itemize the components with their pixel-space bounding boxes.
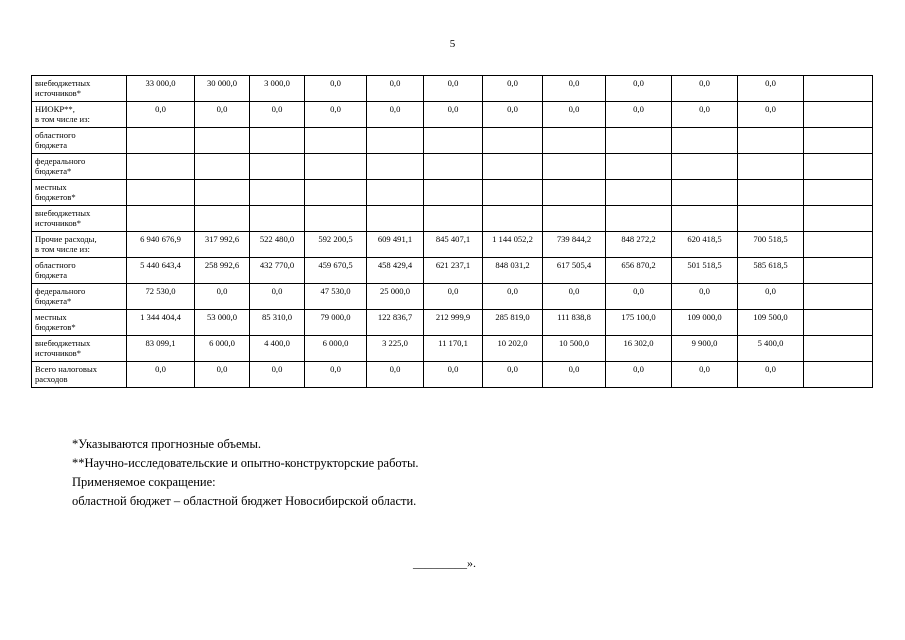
- value-cell: 16 302,0: [606, 336, 672, 362]
- value-cell: 10 500,0: [543, 336, 606, 362]
- value-cell: 0,0: [606, 76, 672, 102]
- row-label-line: бюджетов*: [35, 322, 76, 332]
- value-cell: 3 225,0: [367, 336, 424, 362]
- value-cell: [424, 154, 483, 180]
- value-cell: [804, 76, 873, 102]
- value-cell: [804, 258, 873, 284]
- value-cell: 0,0: [606, 284, 672, 310]
- row-label-line: источников*: [35, 348, 82, 358]
- row-label-line: бюджета: [35, 140, 68, 150]
- value-cell: 11 170,1: [424, 336, 483, 362]
- row-label-line: бюджета*: [35, 296, 72, 306]
- row-label-line: федерального: [35, 156, 86, 166]
- row-label-line: бюджета: [35, 270, 68, 280]
- row-label-cell: [32, 258, 127, 284]
- value-cell: 6 000,0: [305, 336, 367, 362]
- row-label-cell: [32, 232, 127, 258]
- value-cell: [672, 128, 738, 154]
- value-cell: 0,0: [195, 362, 250, 388]
- value-cell: 0,0: [483, 76, 543, 102]
- row-label-cell: [32, 128, 127, 154]
- row-label-cell: [32, 284, 127, 310]
- value-cell: 845 407,1: [424, 232, 483, 258]
- value-cell: [672, 206, 738, 232]
- value-cell: 621 237,1: [424, 258, 483, 284]
- value-cell: [424, 206, 483, 232]
- value-cell: 1 344 404,4: [127, 310, 195, 336]
- value-cell: [606, 128, 672, 154]
- value-cell: 501 518,5: [672, 258, 738, 284]
- value-cell: 111 838,8: [543, 310, 606, 336]
- value-cell: 522 480,0: [250, 232, 305, 258]
- value-cell: [738, 180, 804, 206]
- value-cell: 0,0: [127, 362, 195, 388]
- value-cell: 0,0: [305, 102, 367, 128]
- value-cell: 0,0: [483, 102, 543, 128]
- value-cell: 0,0: [127, 102, 195, 128]
- value-cell: [804, 310, 873, 336]
- value-cell: [127, 154, 195, 180]
- row-label-line: в том числе из:: [35, 114, 90, 124]
- row-label-line: федерального: [35, 286, 86, 296]
- value-cell: 109 000,0: [672, 310, 738, 336]
- value-cell: 0,0: [305, 76, 367, 102]
- value-cell: [483, 206, 543, 232]
- value-cell: 585 618,5: [738, 258, 804, 284]
- footnote-forecast: *Указываются прогнозные объемы.: [72, 437, 261, 451]
- table-row: [32, 258, 873, 284]
- value-cell: [483, 128, 543, 154]
- value-cell: 6 940 676,9: [127, 232, 195, 258]
- value-cell: 0,0: [250, 284, 305, 310]
- value-cell: 53 000,0: [195, 310, 250, 336]
- value-cell: [367, 206, 424, 232]
- value-cell: 0,0: [738, 76, 804, 102]
- value-cell: 47 530,0: [305, 284, 367, 310]
- value-cell: 0,0: [305, 362, 367, 388]
- value-cell: 9 900,0: [672, 336, 738, 362]
- value-cell: 0,0: [672, 102, 738, 128]
- value-cell: 5 400,0: [738, 336, 804, 362]
- closing-mark: _________».: [413, 556, 476, 570]
- value-cell: 459 670,5: [305, 258, 367, 284]
- value-cell: [424, 128, 483, 154]
- value-cell: 33 000,0: [127, 76, 195, 102]
- value-cell: [127, 128, 195, 154]
- value-cell: [483, 154, 543, 180]
- value-cell: 10 202,0: [483, 336, 543, 362]
- value-cell: 0,0: [424, 284, 483, 310]
- abbreviation-heading: Применяемое сокращение:: [72, 475, 216, 489]
- value-cell: 0,0: [543, 284, 606, 310]
- value-cell: 317 992,6: [195, 232, 250, 258]
- value-cell: 739 844,2: [543, 232, 606, 258]
- row-label-line: местных: [35, 312, 67, 322]
- value-cell: 0,0: [367, 102, 424, 128]
- footnotes: [72, 435, 419, 511]
- row-label-cell: [32, 336, 127, 362]
- value-cell: 0,0: [672, 76, 738, 102]
- value-cell: [738, 206, 804, 232]
- row-label-line: внебюджетных: [35, 78, 91, 88]
- value-cell: [606, 154, 672, 180]
- value-cell: [804, 362, 873, 388]
- table-row: [32, 206, 873, 232]
- value-cell: 30 000,0: [195, 76, 250, 102]
- value-cell: [606, 180, 672, 206]
- value-cell: [804, 232, 873, 258]
- value-cell: [250, 128, 305, 154]
- value-cell: [543, 206, 606, 232]
- table-row: [32, 284, 873, 310]
- value-cell: 83 099,1: [127, 336, 195, 362]
- row-label-line: источников*: [35, 218, 82, 228]
- value-cell: [250, 206, 305, 232]
- value-cell: 432 770,0: [250, 258, 305, 284]
- value-cell: 700 518,5: [738, 232, 804, 258]
- value-cell: [305, 180, 367, 206]
- value-cell: 0,0: [606, 102, 672, 128]
- value-cell: 0,0: [543, 102, 606, 128]
- value-cell: [672, 154, 738, 180]
- row-label-cell: [32, 102, 127, 128]
- row-label-line: бюджетов*: [35, 192, 76, 202]
- value-cell: [305, 206, 367, 232]
- value-cell: 592 200,5: [305, 232, 367, 258]
- value-cell: 0,0: [250, 362, 305, 388]
- value-cell: 3 000,0: [250, 76, 305, 102]
- table-row: [32, 102, 873, 128]
- value-cell: 0,0: [195, 102, 250, 128]
- value-cell: 609 491,1: [367, 232, 424, 258]
- row-label-cell: [32, 76, 127, 102]
- value-cell: 4 400,0: [250, 336, 305, 362]
- value-cell: 0,0: [424, 76, 483, 102]
- row-label-cell: [32, 206, 127, 232]
- table-body: [32, 76, 873, 388]
- value-cell: 0,0: [738, 284, 804, 310]
- value-cell: [305, 128, 367, 154]
- row-label-line: внебюджетных: [35, 208, 91, 218]
- row-label-cell: [32, 180, 127, 206]
- row-label-cell: [32, 154, 127, 180]
- value-cell: [738, 128, 804, 154]
- value-cell: [250, 180, 305, 206]
- footnote-niokr: **Научно-исследовательские и опытно-конструкторские работы.: [72, 456, 419, 470]
- value-cell: 1 144 052,2: [483, 232, 543, 258]
- value-cell: 0,0: [483, 362, 543, 388]
- value-cell: 617 505,4: [543, 258, 606, 284]
- table-row: [32, 362, 873, 388]
- value-cell: 109 500,0: [738, 310, 804, 336]
- value-cell: [127, 206, 195, 232]
- row-label-line: Всего налоговых: [35, 364, 98, 374]
- table-row: [32, 336, 873, 362]
- value-cell: [804, 180, 873, 206]
- value-cell: [738, 154, 804, 180]
- value-cell: [804, 206, 873, 232]
- value-cell: [543, 128, 606, 154]
- value-cell: [543, 180, 606, 206]
- abbreviation-definition: областной бюджет – областной бюджет Новосибирской области.: [72, 494, 417, 508]
- value-cell: [195, 154, 250, 180]
- value-cell: 258 992,6: [195, 258, 250, 284]
- value-cell: [367, 128, 424, 154]
- row-label-line: источников*: [35, 88, 82, 98]
- value-cell: 656 870,2: [606, 258, 672, 284]
- value-cell: 85 310,0: [250, 310, 305, 336]
- value-cell: 0,0: [483, 284, 543, 310]
- value-cell: [195, 206, 250, 232]
- value-cell: [195, 180, 250, 206]
- value-cell: [804, 102, 873, 128]
- value-cell: 72 530,0: [127, 284, 195, 310]
- row-label-line: расходов: [35, 374, 68, 384]
- page-number: 5: [449, 38, 456, 50]
- row-label-line: внебюджетных: [35, 338, 91, 348]
- value-cell: [424, 180, 483, 206]
- table-row: [32, 154, 873, 180]
- row-label-cell: [32, 310, 127, 336]
- value-cell: [195, 128, 250, 154]
- value-cell: [483, 180, 543, 206]
- value-cell: [305, 154, 367, 180]
- row-label-line: областного: [35, 130, 76, 140]
- table-row: [32, 128, 873, 154]
- value-cell: [804, 336, 873, 362]
- value-cell: 0,0: [738, 102, 804, 128]
- value-cell: 0,0: [543, 362, 606, 388]
- value-cell: [672, 180, 738, 206]
- value-cell: 6 000,0: [195, 336, 250, 362]
- value-cell: [804, 154, 873, 180]
- value-cell: 0,0: [367, 362, 424, 388]
- value-cell: 212 999,9: [424, 310, 483, 336]
- value-cell: 285 819,0: [483, 310, 543, 336]
- value-cell: 0,0: [543, 76, 606, 102]
- row-label-line: областного: [35, 260, 76, 270]
- value-cell: 79 000,0: [305, 310, 367, 336]
- value-cell: 5 440 643,4: [127, 258, 195, 284]
- value-cell: 848 272,2: [606, 232, 672, 258]
- table-row: [32, 180, 873, 206]
- row-label-line: Прочие расходы,: [35, 234, 97, 244]
- value-cell: 0,0: [424, 362, 483, 388]
- row-label-line: НИОКР**,: [35, 104, 75, 114]
- row-label-line: бюджета*: [35, 166, 72, 176]
- value-cell: [804, 284, 873, 310]
- value-cell: 0,0: [250, 102, 305, 128]
- value-cell: [127, 180, 195, 206]
- row-label-line: в том числе из:: [35, 244, 90, 254]
- table-row: [32, 232, 873, 258]
- value-cell: 0,0: [738, 362, 804, 388]
- value-cell: 25 000,0: [367, 284, 424, 310]
- value-cell: 0,0: [195, 284, 250, 310]
- value-cell: 122 836,7: [367, 310, 424, 336]
- row-label-line: местных: [35, 182, 67, 192]
- value-cell: [606, 206, 672, 232]
- budget-table: [31, 75, 873, 388]
- value-cell: 0,0: [424, 102, 483, 128]
- table-row: [32, 310, 873, 336]
- value-cell: [804, 128, 873, 154]
- value-cell: 458 429,4: [367, 258, 424, 284]
- value-cell: [543, 154, 606, 180]
- value-cell: 175 100,0: [606, 310, 672, 336]
- table-row: [32, 76, 873, 102]
- value-cell: 0,0: [606, 362, 672, 388]
- value-cell: 0,0: [672, 284, 738, 310]
- value-cell: 0,0: [367, 76, 424, 102]
- value-cell: 620 418,5: [672, 232, 738, 258]
- row-label-cell: [32, 362, 127, 388]
- value-cell: 848 031,2: [483, 258, 543, 284]
- value-cell: [367, 180, 424, 206]
- value-cell: [250, 154, 305, 180]
- value-cell: 0,0: [672, 362, 738, 388]
- value-cell: [367, 154, 424, 180]
